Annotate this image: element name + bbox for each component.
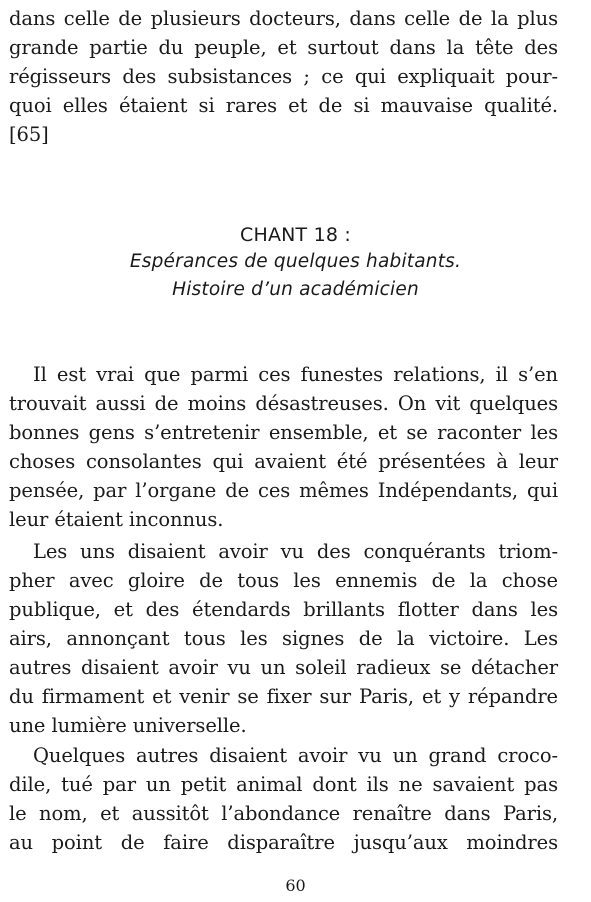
text-line: leur étaient inconnus.	[9, 508, 224, 531]
text-line: du firmament et venir se fixer sur Paris, et y répandre	[9, 685, 558, 708]
paragraph-2	[9, 537, 558, 740]
paragraph-1	[9, 360, 558, 534]
text-line: Il est vrai que parmi ces funestes relations, il s’en	[33, 363, 558, 386]
text-line: bonnes gens s’entretenir ensemble, et se raconter les	[9, 421, 558, 444]
top-paragraph	[9, 4, 558, 149]
text-line: dile, tué par un petit animal dont ils ne savaient pas	[9, 773, 558, 796]
chapter-title: CHANT 18 :	[239, 224, 352, 246]
text-line: pher avec gloire de tous les ennemis de la chose	[9, 569, 558, 592]
text-line: grande partie du peuple, et surtout dans la tête des	[9, 36, 558, 59]
chapter-subtitle-line-1: Espérances de quelques habitants.	[129, 251, 462, 272]
text-line: airs, annonçant tous les signes de la victoire. Les	[9, 627, 558, 650]
text-line: régisseurs des subsistances ; ce qui expliquait pour-	[9, 65, 558, 88]
text-line: quoi elles étaient si rares et de si mauvaise qualité.	[9, 94, 558, 117]
text-line: choses consolantes qui avaient été présentées à leur	[9, 450, 558, 473]
text-line: Quelques autres disaient avoir vu un grand croco-	[33, 744, 558, 767]
text-line: Les uns disaient avoir vu des conquérants triom-	[33, 540, 558, 563]
text-line: dans celle de plusieurs docteurs, dans celle de la plus	[9, 7, 558, 30]
paragraph-3	[9, 741, 558, 857]
text-line: au point de faire disparaître jusqu’aux moindres	[9, 831, 558, 854]
text-line: publique, et des étendards brillants flotter dans les	[9, 598, 558, 621]
text-line: autres disaient avoir vu un soleil radieux se détacher	[9, 656, 558, 679]
text-line: une lumière universelle.	[9, 714, 247, 737]
chapter-subtitle-line-2: Histoire d’un académicien	[172, 279, 419, 300]
footnote-reference: [65]	[9, 123, 49, 146]
text-line: le nom, et aussitôt l’abondance renaître dans Paris,	[9, 802, 558, 825]
text-line: trouvait aussi de moins désastreuses. On vit quelques	[9, 392, 558, 415]
chapter-heading	[0, 222, 591, 304]
text-line: pensée, par l’organe de ces mêmes Indépendants, qui	[9, 479, 558, 502]
page-number: 60	[285, 876, 306, 895]
